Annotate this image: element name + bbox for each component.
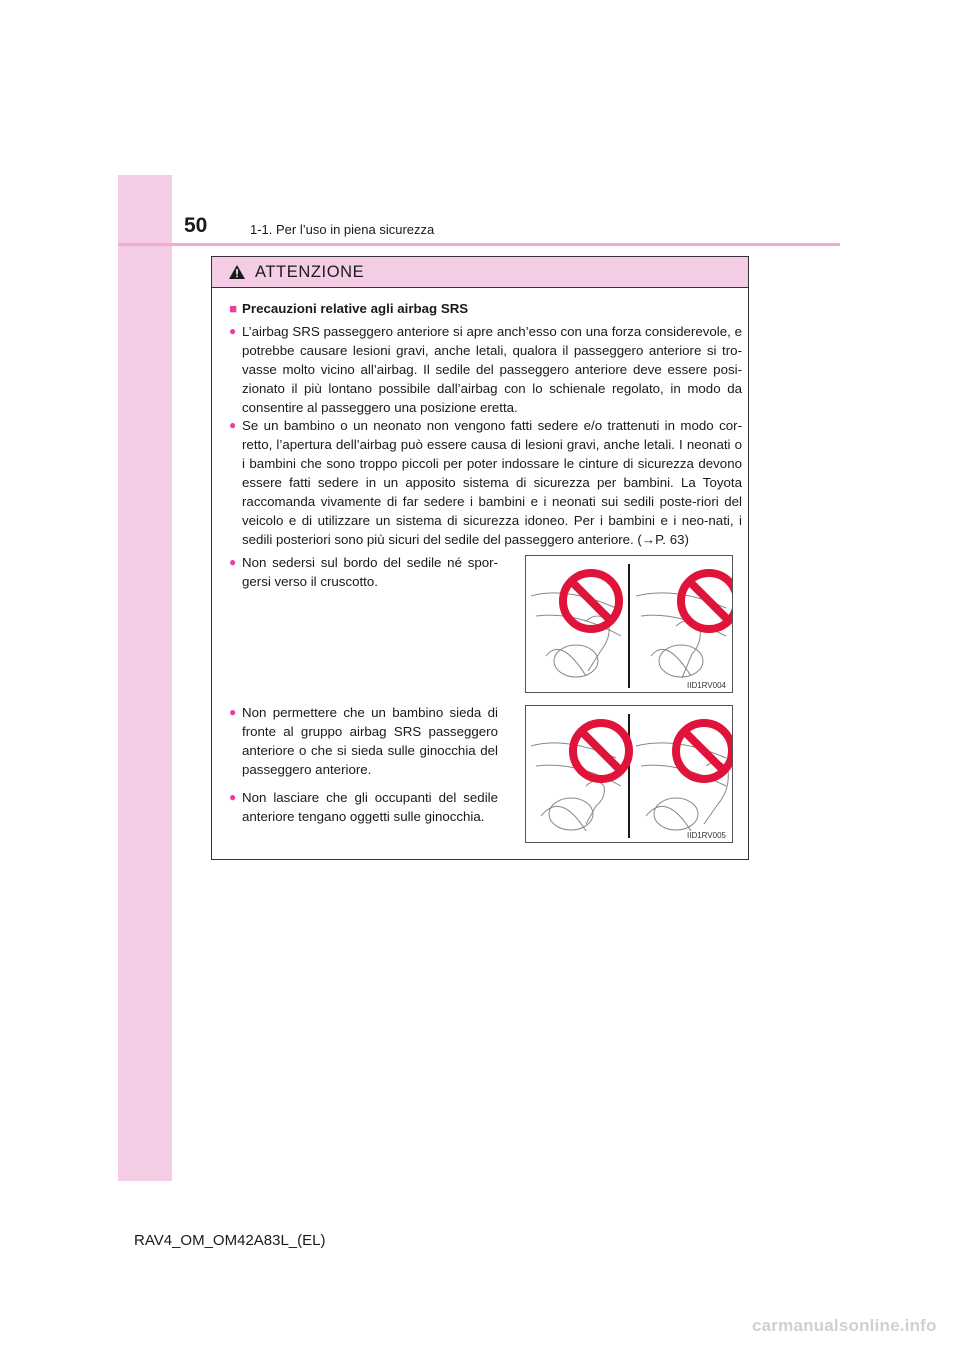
bullet-dot-icon: ● xyxy=(229,324,237,338)
bullet-text: Non permettere che un bambino sieda di fronte al gruppo airbag SRS passeggero anteriore o che si sieda sulle ginocchia del passeggero anteriore. xyxy=(242,705,498,777)
side-band xyxy=(118,175,172,1181)
section-title: 1-1. Per l’uso in piena sicurezza xyxy=(250,222,435,237)
page-number: 50 xyxy=(184,214,208,237)
figure-code: IID1RV005 xyxy=(687,831,726,840)
warning-title: ATTENZIONE xyxy=(255,262,365,281)
warning-subheading xyxy=(229,301,468,316)
bullet-dot-icon: ● xyxy=(229,790,237,804)
warning-header xyxy=(212,257,748,288)
bullet-dot-icon: ● xyxy=(229,418,237,432)
bullet-item xyxy=(229,553,498,591)
illustration-child-passenger xyxy=(526,706,732,842)
bullet-text: L’airbag SRS passeggero anteriore si apre anch’esso con una forza considerevole, e potrebbe causare lesioni gravi, anche letali, qualora il passeggero anteriore si tro-vasse molto vicino all’airbag. Il sedile del passeggero anteriore deve essere posi-zionato il più lontano possibile dall’airbag con lo schienale regolato, in modo da consentire al passeggero una posizione eretta. xyxy=(242,324,742,415)
warning-box xyxy=(211,256,749,860)
bullet-text: Se un bambino o un neonato non vengono fatti sedere e/o trattenuti in modo cor-retto, l’apertura dell’airbag può essere causa di lesioni gravi, anche letali. I neonati o i bambini che sono troppo piccoli per poter indossare le cinture di sicurezza devono essere fatti sedere in un apposito sistema di sicurezza per bambini. La Toyota raccomanda vivamente di far sedere i bambini e i neonati sui sedili poste-riori del veicolo e di utilizzare un sistema di sicurezza idoneo. Per i bambini e i neo-nati, i sedili posteriori sono più sicuri del sedile del passeggero anteriore. (→P. 63) xyxy=(242,418,742,547)
figure-leaning-forward xyxy=(525,555,733,693)
bullet-dot-icon: ● xyxy=(229,555,237,569)
bullet-item xyxy=(229,322,742,417)
bullet-item xyxy=(229,703,498,779)
bullet-text: Non lasciare che gli occupanti del sedile anteriore tengano oggetti sulle ginocchia. xyxy=(242,790,498,824)
bullet-dot-icon: ● xyxy=(229,705,237,719)
figure-child-front xyxy=(525,705,733,843)
figure-code: IID1RV004 xyxy=(687,681,726,690)
header-rule xyxy=(118,243,840,246)
square-bullet-icon: ■ xyxy=(229,301,238,316)
bullet-text: Non sedersi sul bordo del sedile né spor-gersi verso il cruscotto. xyxy=(242,555,498,589)
warning-triangle-icon xyxy=(228,264,246,280)
illustration-passenger-leaning xyxy=(526,556,732,692)
watermark: carmanualsonline.info xyxy=(752,1316,937,1335)
subheading-text: Precauzioni relative agli airbag SRS xyxy=(242,301,469,316)
bullet-item xyxy=(229,416,742,549)
bullet-item xyxy=(229,788,498,826)
document-code: RAV4_OM_OM42A83L_(EL) xyxy=(134,1232,326,1249)
